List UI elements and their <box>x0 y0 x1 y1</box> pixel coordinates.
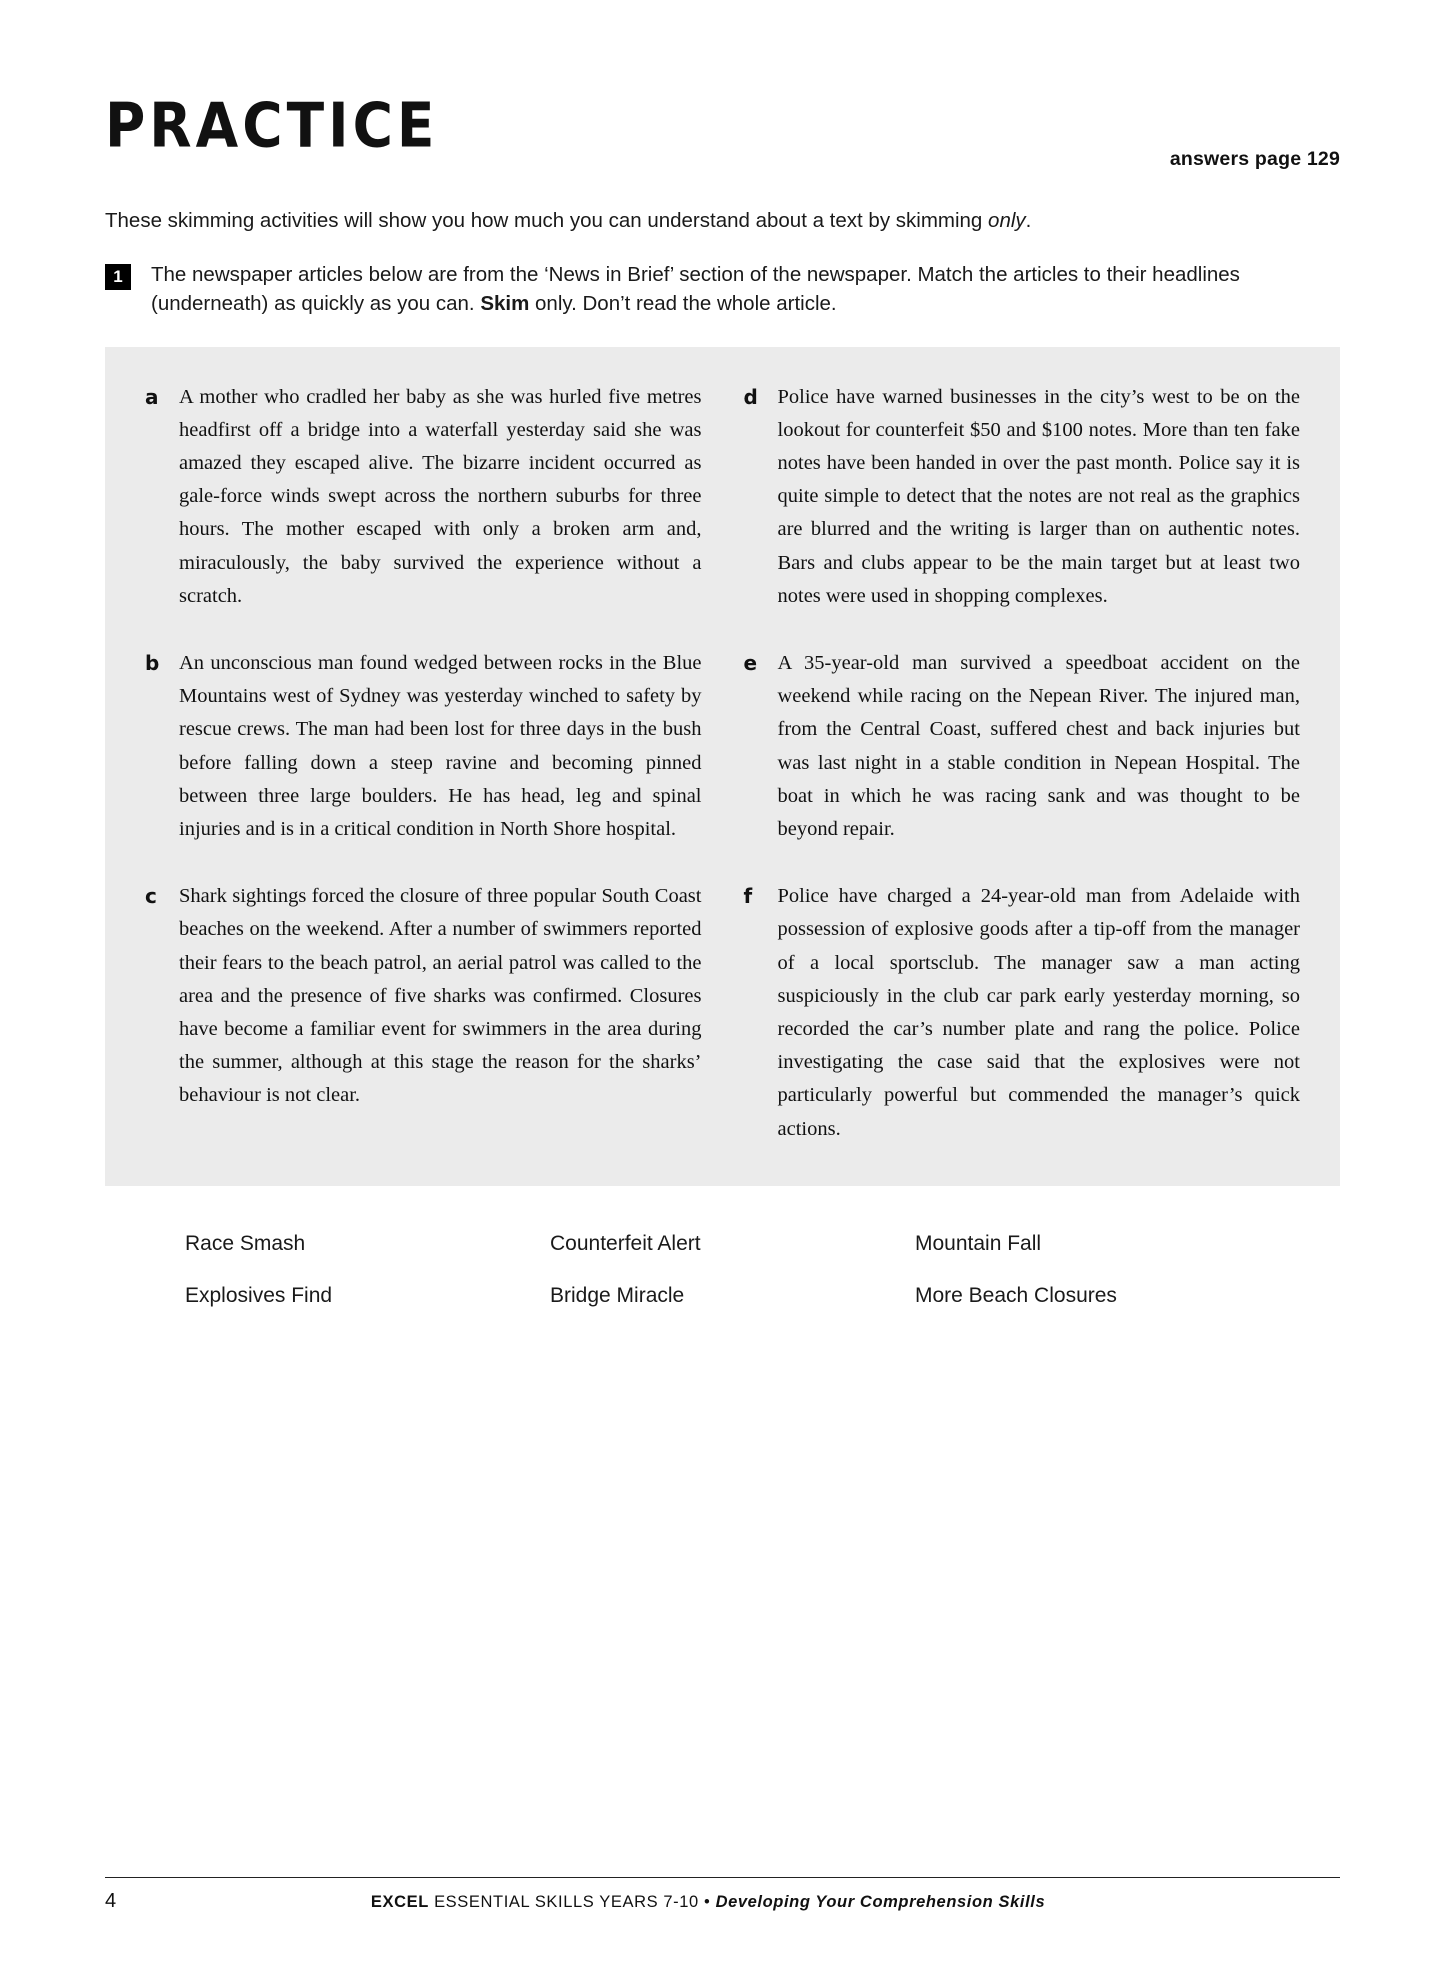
headline-row-1 <box>185 1232 1280 1256</box>
headline-options <box>105 1232 1340 1308</box>
page-header <box>105 89 1340 185</box>
article-text: An unconscious man found wedged between rocks in the Blue Mountains west of Sydney was yesterday winched to safety by rescue crews. The man had been lost for three days in the bush before falling down a steep ravine and becoming pinned between three large boulders. He has head, leg and spinal injuries and is in a critical condition in North Shore hospital. <box>179 651 702 840</box>
article-item <box>744 880 1301 1146</box>
article-text: Police have warned businesses in the city’s west to be on the lookout for counterfeit $50 and $100 notes. More than ten fake notes have been handed in over the past month. Police say it is quite simple to detect that the notes are not real as the graphics are blurred and the writing is larger than on authentic notes. Bars and clubs appear to be the main target but at least two notes were used in shopping complexes. <box>777 385 1300 607</box>
footer-book-title <box>116 1893 1300 1912</box>
footer-subtitle: Developing Your Comprehension Skills <box>715 1893 1046 1911</box>
articles-column-left <box>145 381 702 1146</box>
article-text: Police have charged a 24-year-old man from Adelaide with possession of explosive goods after a tip-off from the manager of a local sportsclub. The manager saw a man acting suspiciously in the club car park early yesterday morning, so recorded the car’s number plate and rang the police. Police investigating the case said that the explosives were not particularly powerful but commended the manager’s quick actions. <box>777 885 1300 1140</box>
article-letter: b <box>145 650 160 675</box>
article-letter: e <box>743 650 758 675</box>
intro-emphasis: only <box>988 209 1026 232</box>
intro-text-end: . <box>1025 209 1032 232</box>
footer-page-number: 4 <box>105 1890 117 1912</box>
article-letter: c <box>145 884 157 909</box>
question-text-part2: only. Don’t read the whole article. <box>529 292 837 316</box>
question-1 <box>105 260 1340 318</box>
article-text: Shark sightings forced the closure of three popular South Coast beaches on the weekend. After a number of swimmers reported their fears to the beach patrol, an aerial patrol was called to the area and the presence of five sharks was confirmed. Closures have become a familiar event for swimmers in the area during the summer, although at this stage the reason for the sharks’ behaviour is not clear. <box>179 885 702 1107</box>
headline-option: Mountain Fall <box>915 1231 1042 1255</box>
answers-page-reference: answers page 129 <box>1169 148 1340 170</box>
intro-paragraph <box>105 207 1340 235</box>
articles-column-right <box>744 381 1301 1146</box>
intro-text: These skimming activities will show you how much you can understand about a text by skimming <box>105 209 989 232</box>
footer-brand: EXCEL <box>370 1893 429 1911</box>
page-title: PRACTICE <box>105 89 439 162</box>
article-item <box>744 381 1301 613</box>
article-item <box>744 647 1301 846</box>
articles-panel <box>105 347 1340 1186</box>
headline-option: Bridge Miracle <box>550 1283 685 1307</box>
question-instruction <box>151 260 1340 318</box>
article-letter: d <box>743 384 758 409</box>
article-item <box>145 647 702 846</box>
headline-row-2 <box>185 1284 1280 1308</box>
headline-option: Explosives Find <box>185 1283 333 1307</box>
article-item <box>145 381 702 613</box>
question-bold-word: Skim <box>480 292 530 316</box>
headline-option: Race Smash <box>185 1231 306 1255</box>
footer-series: ESSENTIAL SKILLS YEARS 7-10 • <box>428 1893 716 1911</box>
article-item <box>145 880 702 1112</box>
page-footer <box>105 1877 1340 1913</box>
article-letter: a <box>145 384 159 409</box>
headline-option: More Beach Closures <box>915 1283 1117 1307</box>
headline-option: Counterfeit Alert <box>550 1231 701 1255</box>
article-letter: f <box>743 884 753 909</box>
question-number-badge: 1 <box>105 264 131 290</box>
article-text: A mother who cradled her baby as she was hurled five metres headfirst off a bridge into a waterfall yesterday said she was amazed they escaped alive. The bizarre incident occurred as gale-force winds swept across the northern suburbs for three hours. The mother escaped with only a broken arm and, miraculously, the baby survived the experience without a scratch. <box>179 385 702 607</box>
article-text: A 35-year-old man survived a speedboat accident on the weekend while racing on the Nepean River. The injured man, from the Central Coast, suffered chest and back injuries but was last night in a stable condition in Nepean Hospital. The boat in which he was racing sank and was thought to be beyond repair. <box>777 651 1300 840</box>
question-text-part1: The newspaper articles below are from the ‘News in Brief’ section of the newspaper. Match the articles to their headlines (underneath) as quickly as you can. <box>151 263 1240 316</box>
